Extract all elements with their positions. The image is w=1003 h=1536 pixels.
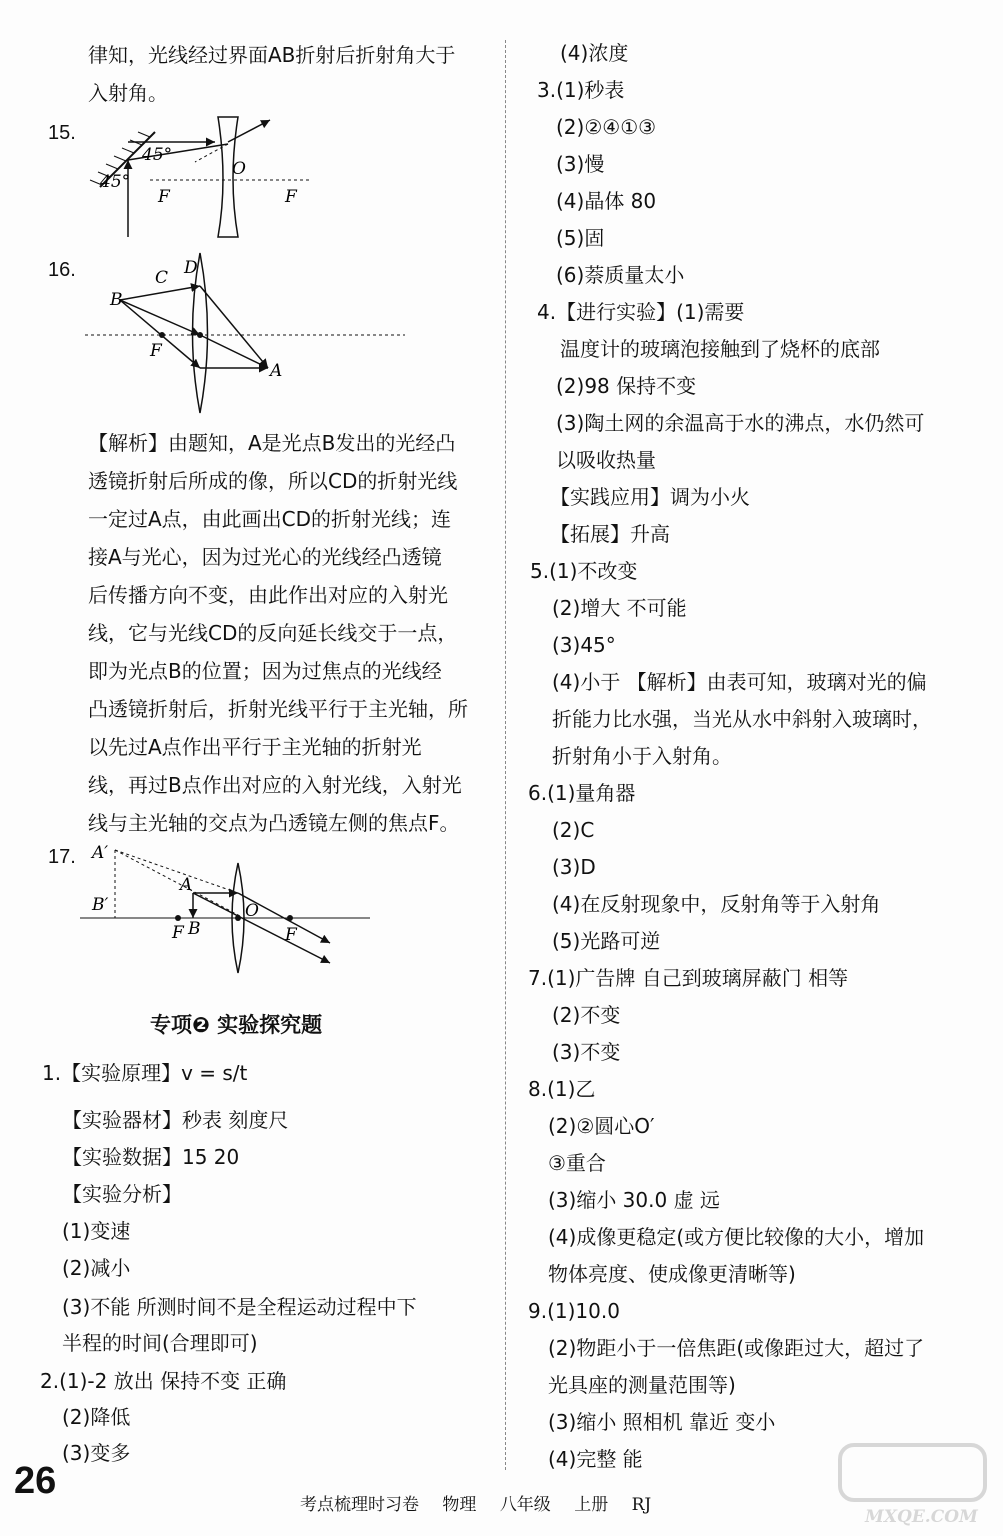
analysis16-line-8: 凸透镜折射后，折射光线平行于主光轴，所 — [88, 697, 468, 721]
analysis16-line-6: 线，它与光线CD的反向延长线交于一点， — [88, 621, 458, 645]
s1-line-5: (1)变速 — [62, 1219, 131, 1243]
r-line-27: (2)不变 — [552, 1003, 621, 1027]
r-line-13: 【实践应用】调为小火 — [550, 485, 750, 509]
s1-line-1: 1.【实验原理】v = s/t — [42, 1061, 248, 1085]
r-line-28: (3)不变 — [552, 1040, 621, 1064]
q15-number: 15. — [48, 122, 76, 144]
s2-line-3: (3)变多 — [62, 1441, 131, 1465]
r-line-32: (3)缩小 30.0 虚 远 — [548, 1188, 720, 1212]
figure-17 — [80, 838, 380, 978]
r-line-36: (2)物距小于一倍焦距(或像距过大，超过了 — [548, 1336, 925, 1360]
analysis16-line-11: 线与主光轴的交点为凸透镜左侧的焦点F。 — [88, 811, 460, 835]
analysis16-line-4: 接A与光心，因为过光心的光线经凸透镜 — [88, 545, 442, 569]
r-line-15: 5.(1)不改变 — [530, 559, 638, 583]
fig16-a-label: A — [270, 361, 283, 381]
r-line-2: 3.(1)秒表 — [537, 78, 625, 102]
s2-line-2: (2)降低 — [62, 1405, 131, 1429]
s1-line-2: 【实验器材】秒表 刻度尺 — [62, 1108, 289, 1132]
r-line-20: 折射角小于入射角。 — [552, 744, 732, 768]
analysis16-line-1: 【解析】由题知，A是光点B发出的光经凸 — [88, 431, 456, 455]
svg-text:MXQE.COM: MXQE.COM — [865, 1507, 978, 1527]
r-line-10: (2)98 保持不变 — [556, 374, 697, 398]
fig17-o-label: O — [245, 901, 259, 921]
r-line-6: (5)固 — [556, 226, 605, 250]
s1-line-4: 【实验分析】 — [62, 1182, 182, 1206]
fig15-f-left-label: F — [158, 187, 170, 207]
watermark-logo — [835, 1440, 990, 1530]
r-line-39: (4)完整 能 — [548, 1447, 643, 1471]
fig17-b-label: B — [188, 919, 201, 939]
analysis16-line-10: 线，再过B点作出对应的入射光线，入射光 — [88, 773, 462, 797]
r-line-33: (4)成像更稳定(或方便比较像的大小，增加 — [548, 1225, 925, 1249]
figure-16 — [80, 248, 410, 418]
s2-line-1: 2.(1)-2 放出 保持不变 正确 — [40, 1369, 287, 1393]
r-line-35: 9.(1)10.0 — [528, 1299, 620, 1323]
section-title: 专项❷ 实验探究题 — [150, 1013, 323, 1037]
analysis16-line-5: 后传播方向不变，由此作出对应的入射光 — [88, 583, 448, 607]
r-line-11: (3)陶土网的余温高于水的沸点，水仍然可 — [556, 411, 925, 435]
r-line-17: (3)45° — [552, 633, 616, 657]
analysis16-line-7: 即为光点B的位置；因为过焦点的光线经 — [88, 659, 442, 683]
figure-15 — [80, 112, 320, 242]
r-line-25: (5)光路可逆 — [552, 929, 661, 953]
r-line-38: (3)缩小 照相机 靠近 变小 — [548, 1410, 776, 1434]
r-line-37: 光具座的测量范围等) — [548, 1373, 736, 1397]
fig16-d-label: D — [184, 258, 198, 278]
page-number: 26 — [14, 1460, 57, 1502]
fig16-c-label: C — [155, 268, 169, 288]
r-line-21: 6.(1)量角器 — [528, 781, 636, 805]
footer-grade: 八年级 — [499, 1495, 551, 1515]
fig16-b-label: B — [110, 290, 123, 310]
column-divider — [505, 40, 506, 1470]
intro-line-1: 律知，光线经过界面AB折射后折射角大于 — [88, 43, 456, 67]
r-line-24: (4)在反射现象中，反射角等于入射角 — [552, 892, 881, 916]
r-line-22: (2)C — [552, 818, 595, 842]
fig15-f-right-label: F — [285, 187, 297, 207]
fig17-f-left-label: F — [172, 923, 184, 943]
analysis16-line-2: 透镜折射后所成的像，所以CD的折射光线 — [88, 469, 458, 493]
r-line-29: 8.(1)乙 — [528, 1077, 596, 1101]
r-line-31: ③重合 — [548, 1151, 606, 1175]
r-line-8: 4.【进行实验】(1)需要 — [537, 300, 745, 324]
r-line-1: (4)浓度 — [560, 41, 629, 65]
s1-line-3: 【实验数据】15 20 — [62, 1145, 240, 1169]
intro-line-2: 入射角。 — [88, 81, 168, 105]
fig16-f-label: F — [150, 341, 162, 361]
r-line-18: (4)小于 【解析】由表可知，玻璃对光的偏 — [552, 670, 927, 694]
footer-book: 考点梳理时习卷 — [300, 1495, 419, 1515]
angle-bottom-label: 45° — [100, 172, 131, 192]
r-line-16: (2)增大 不可能 — [552, 596, 687, 620]
angle-top-label: 45° — [142, 145, 173, 165]
fig17-a-prime-label: A′ — [92, 843, 109, 863]
analysis16-line-9: 以先过A点作出平行于主光轴的折射光 — [88, 735, 422, 759]
analysis16-line-3: 一定过A点，由此画出CD的折射光线；连 — [88, 507, 452, 531]
r-line-12: 以吸收热量 — [556, 448, 656, 472]
q17-number: 17. — [48, 846, 76, 868]
fig17-f-right-label: F — [285, 925, 297, 945]
footer-subject: 物理 — [442, 1495, 477, 1515]
footer-edition: RJ — [631, 1495, 652, 1515]
footer — [300, 1490, 669, 1515]
r-line-9: 温度计的玻璃泡接触到了烧杯的底部 — [560, 337, 880, 361]
r-line-26: 7.(1)广告牌 自己到玻璃屏蔽门 相等 — [528, 966, 849, 990]
r-line-19: 折能力比水强，当光从水中斜射入玻璃时， — [552, 707, 932, 731]
r-line-3: (2)②④①③ — [556, 115, 657, 139]
fig17-a-label: A — [180, 875, 193, 895]
s1-line-8: 半程的时间(合理即可) — [62, 1331, 258, 1355]
fig15-o-label: O — [232, 159, 246, 179]
q16-number: 16. — [48, 259, 76, 281]
r-line-7: (6)萘质量太小 — [556, 263, 685, 287]
r-line-23: (3)D — [552, 855, 596, 879]
r-line-5: (4)晶体 80 — [556, 189, 657, 213]
fig17-b-prime-label: B′ — [92, 895, 109, 915]
r-line-4: (3)慢 — [556, 152, 605, 176]
s1-line-6: (2)减小 — [62, 1256, 131, 1280]
footer-volume: 上册 — [574, 1495, 609, 1515]
s1-line-7: (3)不能 所测时间不是全程运动过程中下 — [62, 1295, 417, 1319]
r-line-14: 【拓展】升高 — [550, 522, 670, 546]
r-line-30: (2)②圆心O′ — [548, 1114, 655, 1138]
r-line-34: 物体亮度、使成像更清晰等) — [548, 1262, 796, 1286]
